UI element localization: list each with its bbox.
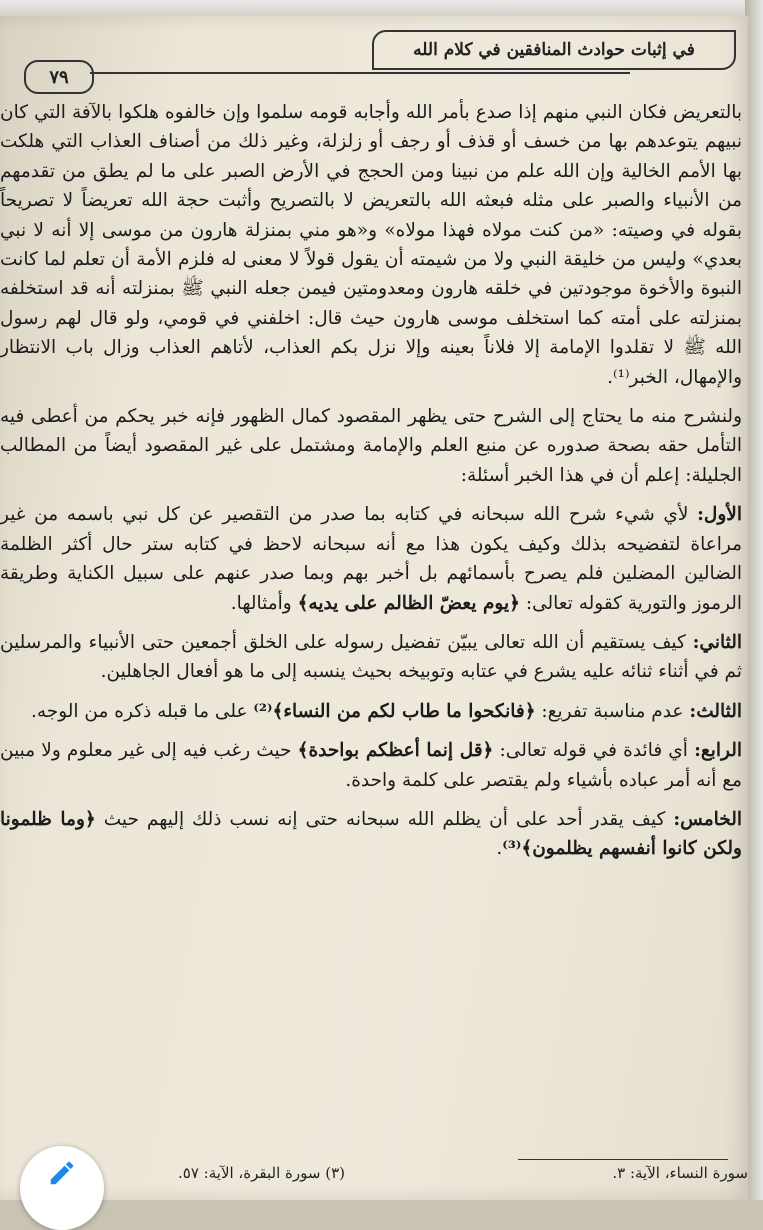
footnotes <box>8 1164 748 1194</box>
question-1-quote: ﴿يوم يعضّ الظالم على يديه﴾ <box>297 592 520 614</box>
edit-fab-button[interactable] <box>20 1146 104 1230</box>
question-2 <box>0 628 742 687</box>
edit-pencil-icon <box>47 1158 77 1188</box>
question-4 <box>0 736 742 795</box>
footnote-3: (٣) سورة البقرة، الآية: ٥٧. <box>178 1164 345 1182</box>
question-1 <box>0 500 742 618</box>
question-4-text: أي فائدة في قوله تعالى: <box>493 740 695 762</box>
page-body <box>0 98 742 1138</box>
header-rule <box>90 72 630 74</box>
question-2-text: كيف يستقيم أن الله تعالى يبيّن تفضيل رسوله على الخلق أجمعين حتى الأنبياء والمرسلين ثم في أثناء ثنائه عليه يشرع في عتابه وتوبيخه بحيث ينسبه إلى ما هو أفعال الجاهلين. <box>0 631 742 683</box>
question-5-text: كيف يقدر أحد على أن يظلم الله سبحانه حتى إنه نسب ذلك إليهم حيث <box>95 808 674 830</box>
question-4-tail: حيث رغب فيه إلى غير معلوم ولا مبين مع أنه أمر عباده بأشياء ولم يقتصر على كلمة واحدة. <box>0 740 742 791</box>
question-4-label: الرابع: <box>694 740 742 762</box>
question-3-tail: على ما قبله ذكره من الوجه. <box>30 700 254 722</box>
question-4-quote: ﴿قل إنما أعظكم بواحدة﴾ <box>297 740 494 762</box>
page-number: ٧٩ <box>49 66 69 88</box>
question-3 <box>0 697 742 726</box>
question-1-tail: وأمثالها. <box>230 592 298 614</box>
question-1-label: الأول: <box>697 504 742 526</box>
page-number-box <box>24 60 94 94</box>
footnote-rule <box>518 1159 728 1160</box>
book-page <box>0 16 748 1200</box>
question-5-label: الخامس: <box>673 808 742 830</box>
question-3-quote: ﴿فانكحوا ما طاب لكم من النساء﴾⁽²⁾ <box>253 700 536 722</box>
question-3-text: عدم مناسبة تفريع: <box>535 700 690 722</box>
question-5-tail: . <box>496 838 503 860</box>
running-header <box>372 30 736 70</box>
running-header-title: في إثبات حوادث المنافقين في كلام الله <box>413 40 695 60</box>
question-3-label: الثالث: <box>689 700 742 722</box>
question-5 <box>0 805 742 864</box>
paragraph-2: ولنشرح منه ما يحتاج إلى الشرح حتى يظهر المقصود كمال الظهور فإنه خبر يحكم من أعطى فيه التأمل حقه بصحة صدوره عن منبع العلم والإمامة ومشتمل على غير المقصود أيضاً من المطالب الجليلة: إعلم أن في هذا الخبر أسئلة: <box>0 406 742 486</box>
footnote-2: سورة النساء، الآية: ٣. <box>612 1164 748 1182</box>
paragraph-1: بالتعريض فكان النبي منهم إذا صدع بأمر الله وأجابه قومه سلموا وإن خالفوه هلكوا بالآفة التي كان نبيهم يتوعدهم بها من خسف أو قذف أو رجف أو زلزلة، وغير ذلك من أصناف العذاب التي هلكت بها الأمم الخالية وإن الله علم من نبينا ومن الحجج في الأرض الصبر على ما لم يطق من تقدمهم من الأنبياء والصبر على مثله فبعثه الله بالتعريض لا بالتصريح وأثبت حجة الله تعريضاً لا تصريحاً بقوله في وصيته: «من كنت مولاه فهذا مولاه» و«هو مني بمنزلة هارون من موسى إلا أنه لا نبي بعدي» وليس من خليقة النبي ولا من شيمته أن يقول قولاً لا معنى له فلزم الأمة أن تعلم لما كانت النبوة والأخوة موجودتين في خلقه هارون ومعدومتين فيمن جعله النبي ﷺ بمنزلته أنه قد استخلفه بمنزلته على أمته كما استخلف موسى هارون حيث قال: اخلفني في قومي، ولو قال لهم رسول الله ﷺ لا تقلدوا الإمامة إلا فلاناً بعينه وإلا نزل بكم العذاب، لأتاهم العذاب وزال باب الانتظار والإمهال، الخبر⁽¹⁾. <box>0 102 742 388</box>
question-5-quote: ﴿وما ظلمونا ولكن كانوا أنفسهم يظلمون﴾⁽³⁾ <box>0 808 742 860</box>
question-1-text: لأي شيء شرح الله سبحانه في كتابه بما صدر من التقصير عن كل نبي باسمه من غير مراعاة لتفضيحه بذلك وكيف يكون هذا مع أنه سبحانه لاحظ في كتابه ستر حال أكثر الظلمة الضالين المضلين فلم يصرح بأسمائهم بل أخبر بهم وبما صدر عنهم على سبيل الكناية وطريقة الرموز والتورية كقوله تعالى: <box>0 504 742 614</box>
question-2-label: الثاني: <box>692 631 742 653</box>
